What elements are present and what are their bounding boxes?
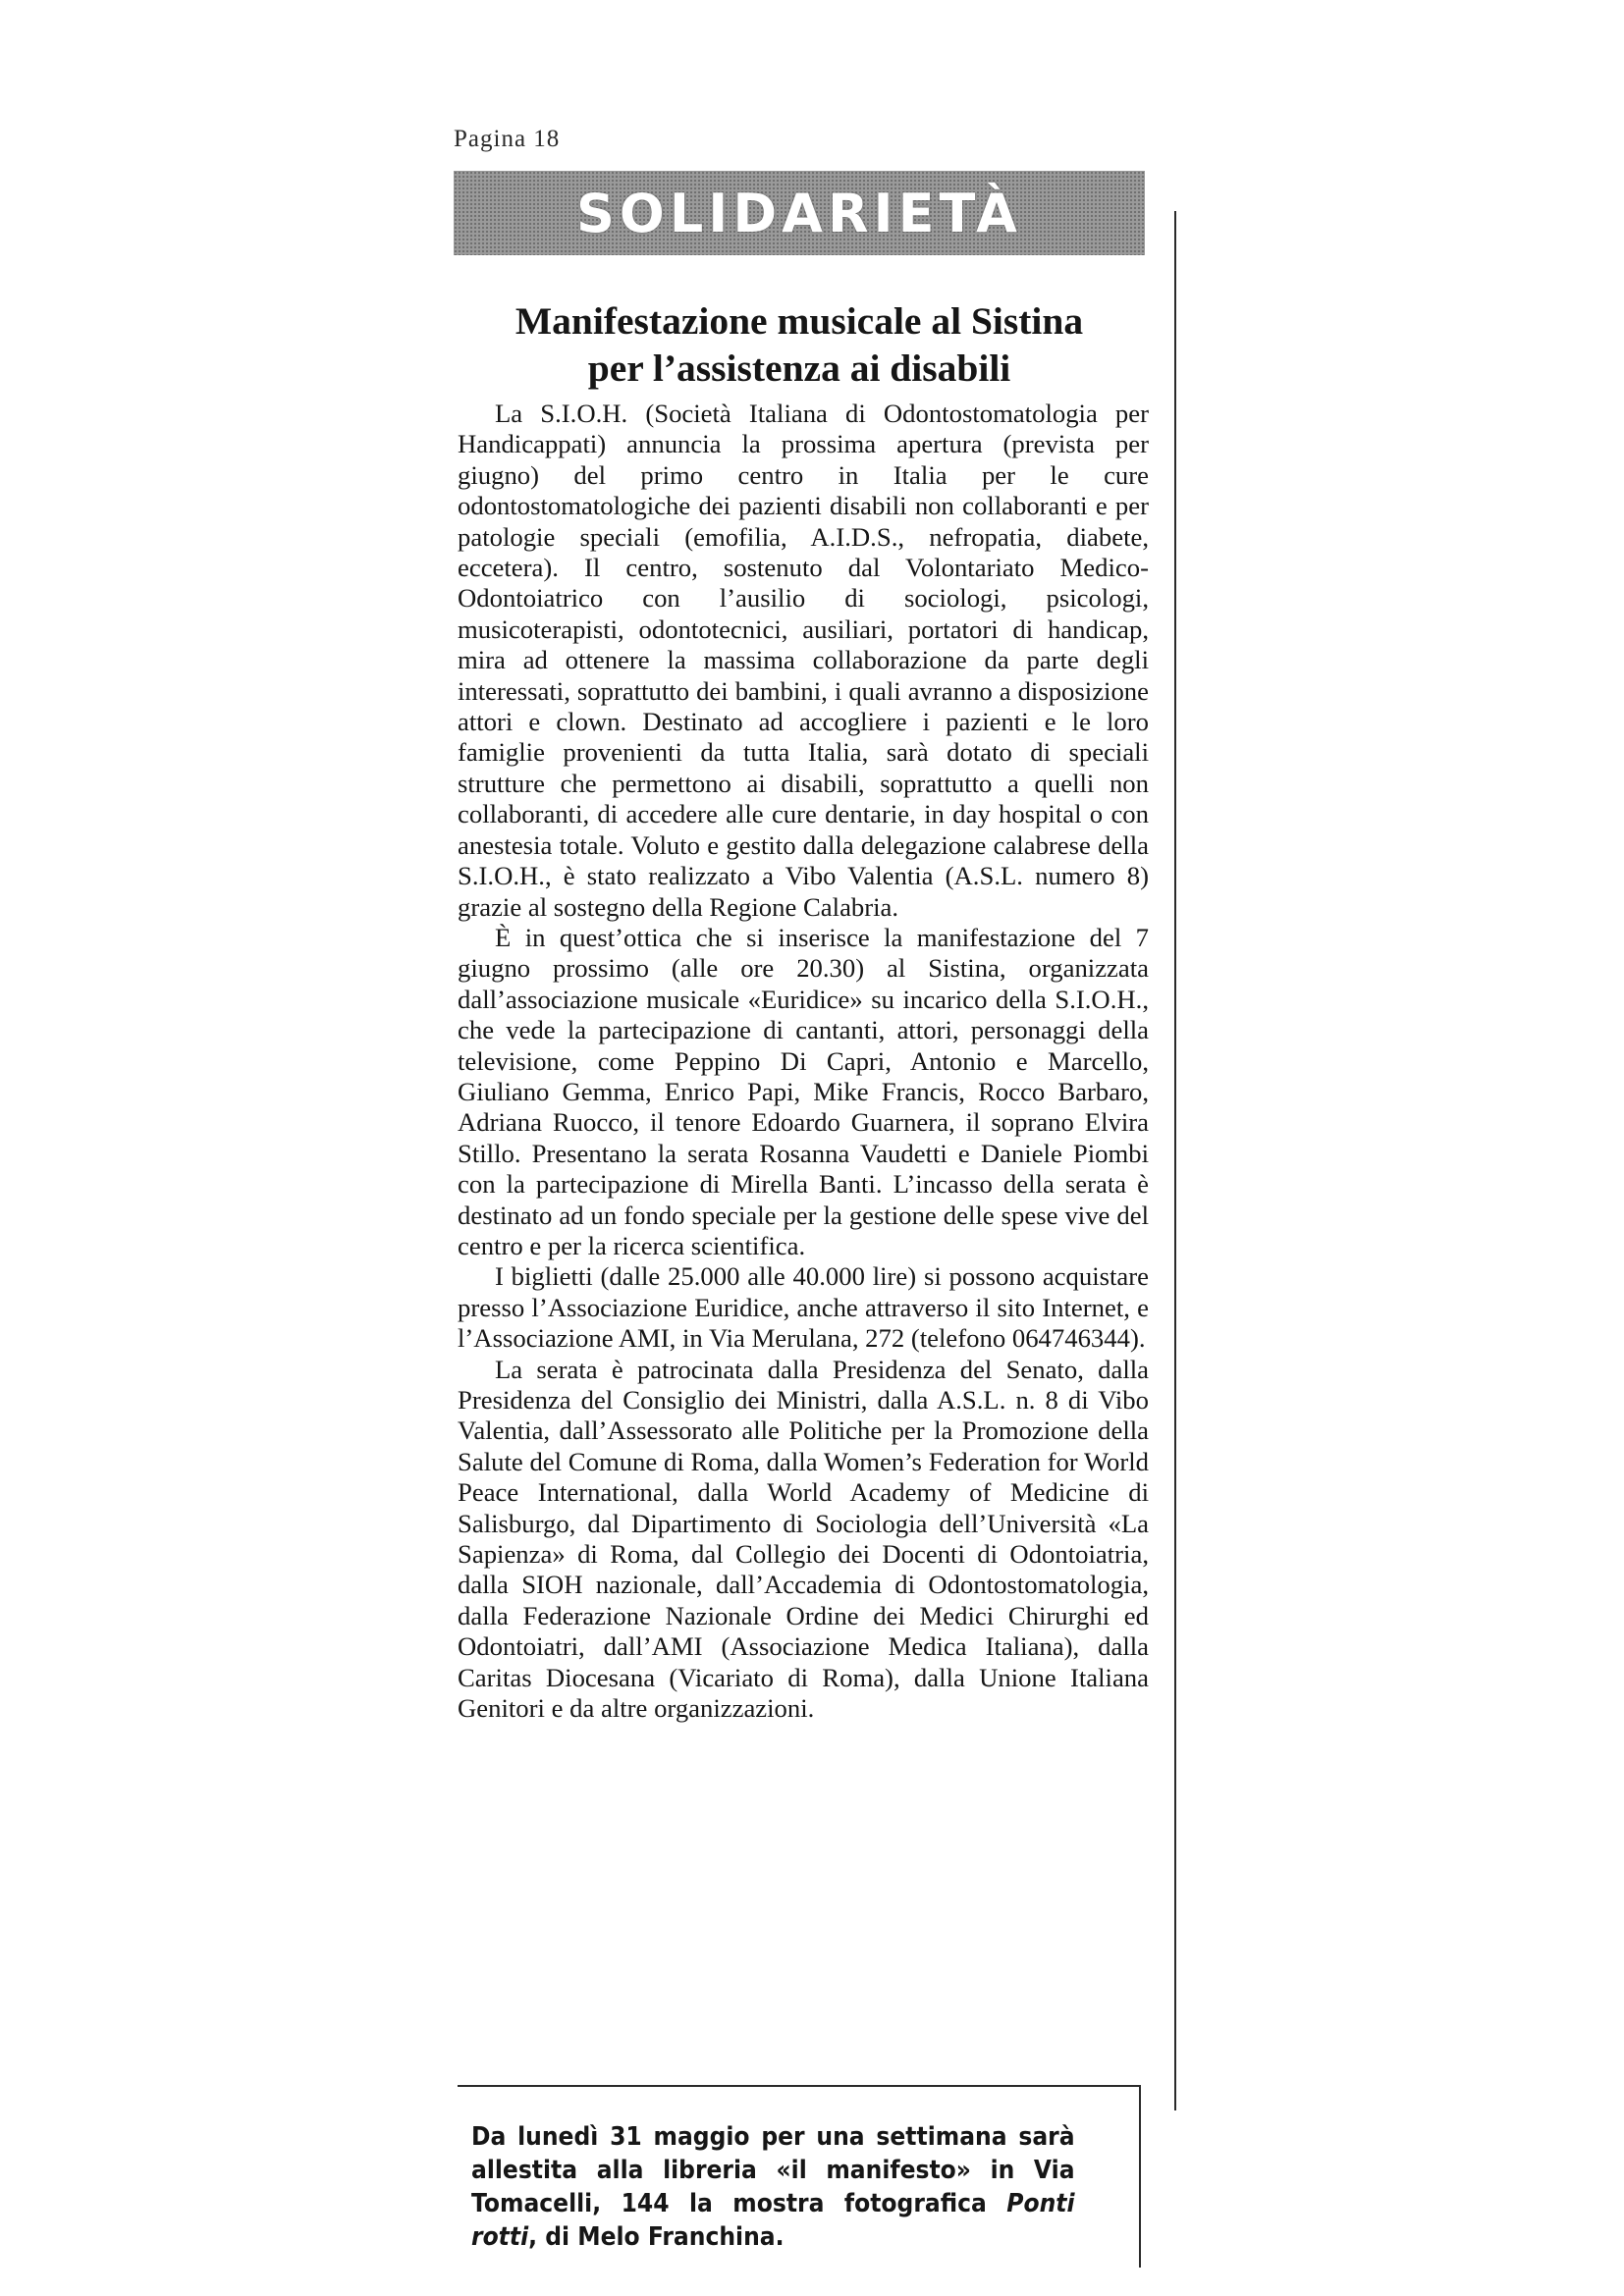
article-title-line-2: per l’assistenza ai disabili <box>587 347 1011 390</box>
notice-box-right-rule <box>1139 2085 1141 2268</box>
column-rule <box>1174 211 1176 2110</box>
article-title-line-1: Manifestazione musicale al Sistina <box>514 299 1084 343</box>
page-number: Pagina 18 <box>454 126 561 152</box>
article-paragraph-4: La serata è patrocinata dalla Presidenza del Senato, dalla Presidenza del Consiglio dei Ministri, dalla A.S.L. n. 8 di Vibo Valentia, dall’Assessorato alle Politiche per la Promozione della Salute del Comune di Roma, dalla Women’s Federation for World Peace International, dalla World Academy of Medicine di Salisburgo, dal Dipartimento di Sociologia dell’Università «La Sapienza» di Roma, dal Collegio dei Docenti di Odontoiatria, dalla SIOH nazionale, dall’Accademia di Odontostomatologia, dalla Federazione Nazionale Ordine dei Medici Chirurghi ed Odontoiatri, dall’AMI (Associazione Medica Italiana), dalla Caritas Diocesana (Vicariato di Roma), dalla Unione Italiana Genitori e da altre organizzazioni. <box>458 1354 1149 1724</box>
notice-text-after: , di Melo Franchina. <box>528 2222 785 2252</box>
article-title <box>454 297 1145 392</box>
section-title: SOLIDARIETÀ <box>576 182 1022 244</box>
notice-exhibition-title: Ponti rotti <box>471 2189 1075 2252</box>
article-paragraph-1: La S.I.O.H. (Società Italiana di Odontostomatologia per Handicappati) annuncia la prossima apertura (prevista per giugno) del primo centro in Italia per le cure odontostomatologiche dei pazienti disabili non collaboranti e per patologie speciali (emofilia, A.I.D.S., nefropatia, diabete, eccetera). Il centro, sostenuto dal Volontariato Medico-Odontoiatrico con l’ausilio di sociologi, psicologi, musicoterapisti, odontotecnici, ausiliari, portatori di handicap, mira ad ottenere la massima collaborazione da parte degli interessati, soprattutto dei bambini, i quali avranno a disposizione attori e clown. Destinato ad accogliere i pazienti e le loro famiglie provenienti da tutta Italia, sarà dotato di speciali strutture che permettono ai disabili, soprattutto a quelli non collaboranti, di accedere alle cure dentarie, in day hospital o con anestesia totale. Voluto e gestito dalla delegazione calabrese della S.I.O.H., è stato realizzato a Vibo Valentia (A.S.L. numero 8) grazie al sostegno della Regione Calabria. <box>458 399 1149 922</box>
article-paragraph-3: I biglietti (dalle 25.000 alle 40.000 lire) si possono acquistare presso l’Associazione Euridice, anche attraverso il sito Internet, e l’Associazione AMI, in Via Merulana, 272 (telefono 064746344). <box>458 1261 1149 1354</box>
article-body <box>458 399 1149 1724</box>
section-header-band <box>454 171 1145 255</box>
notice-box-top-rule <box>458 2085 1139 2087</box>
notice-text-before: Da lunedì 31 maggio per una settimana sarà allestita alla libreria «il manifesto» in Via Tomacelli, 144 la mostra fotografica <box>471 2122 1075 2218</box>
article-paragraph-2: È in quest’ottica che si inserisce la manifestazione del 7 giugno prossimo (alle ore 20.30) al Sistina, organizzata dall’associazione musicale «Euridice» su incarico della S.I.O.H., che vede la partecipazione di cantanti, attori, personaggi della televisione, come Peppino Di Capri, Antonio e Marcello, Giuliano Gemma, Enrico Papi, Mike Francis, Rocco Barbaro, Adriana Ruocco, il tenore Edoardo Guarnera, il soprano Elvira Stillo. Presentano la serata Rosanna Vaudetti e Daniele Piombi con la partecipazione di Mirella Banti. L’incasso della serata è destinato ad un fondo speciale per la gestione delle spese vive del centro e per la ricerca scientifica. <box>458 922 1149 1260</box>
exhibition-notice <box>471 2120 1075 2254</box>
